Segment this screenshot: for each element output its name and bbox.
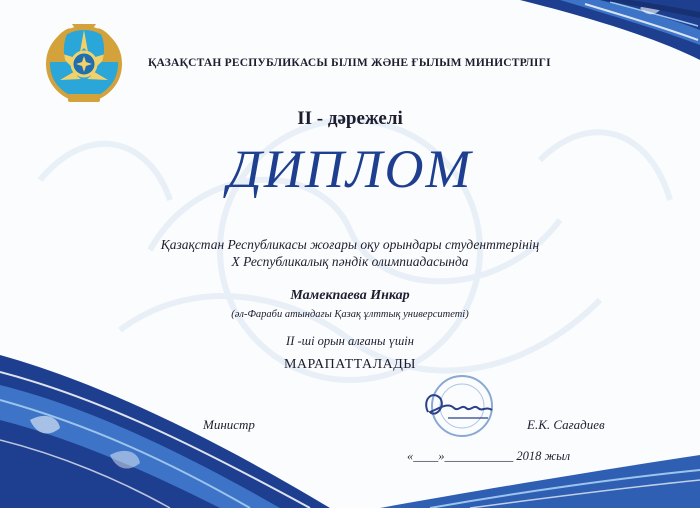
top-right-ornament [520, 0, 700, 60]
award-reason: II -ші орын алғаны үшін [286, 334, 414, 348]
state-emblem-icon [44, 22, 124, 104]
recipient-name: Мамекпаева Инкар [290, 288, 410, 303]
description-line-1: Қазақстан Республикасы жоғары оқу орындары студенттерінің [160, 237, 540, 252]
signatory-title: Министр [203, 417, 255, 432]
issue-date: «____»___________ 2018 жыл [407, 449, 571, 463]
competition-description [0, 236, 700, 270]
signatory-name: Е.К. Сағадиев [527, 417, 605, 432]
ministry-title: ҚАЗАҚСТАН РЕСПУБЛИКАСЫ БІЛІМ ЖӘНЕ ҒЫЛЫМ МИНИСТРЛІГІ [148, 57, 551, 69]
description-line-2: Х Республикалық пәндік олимпиадасында [231, 254, 469, 269]
diploma-title: ДИПЛОМ [227, 139, 473, 199]
diploma-degree: II - дәрежелі [297, 108, 403, 129]
recipient-affiliation: (әл-Фараби атындағы Қазақ ұлттық университеті) [231, 309, 469, 320]
award-statement: МАРАПАТТАЛАДЫ [283, 357, 417, 372]
bottom-left-ornament [0, 355, 330, 508]
signature-seal-icon [418, 372, 496, 444]
